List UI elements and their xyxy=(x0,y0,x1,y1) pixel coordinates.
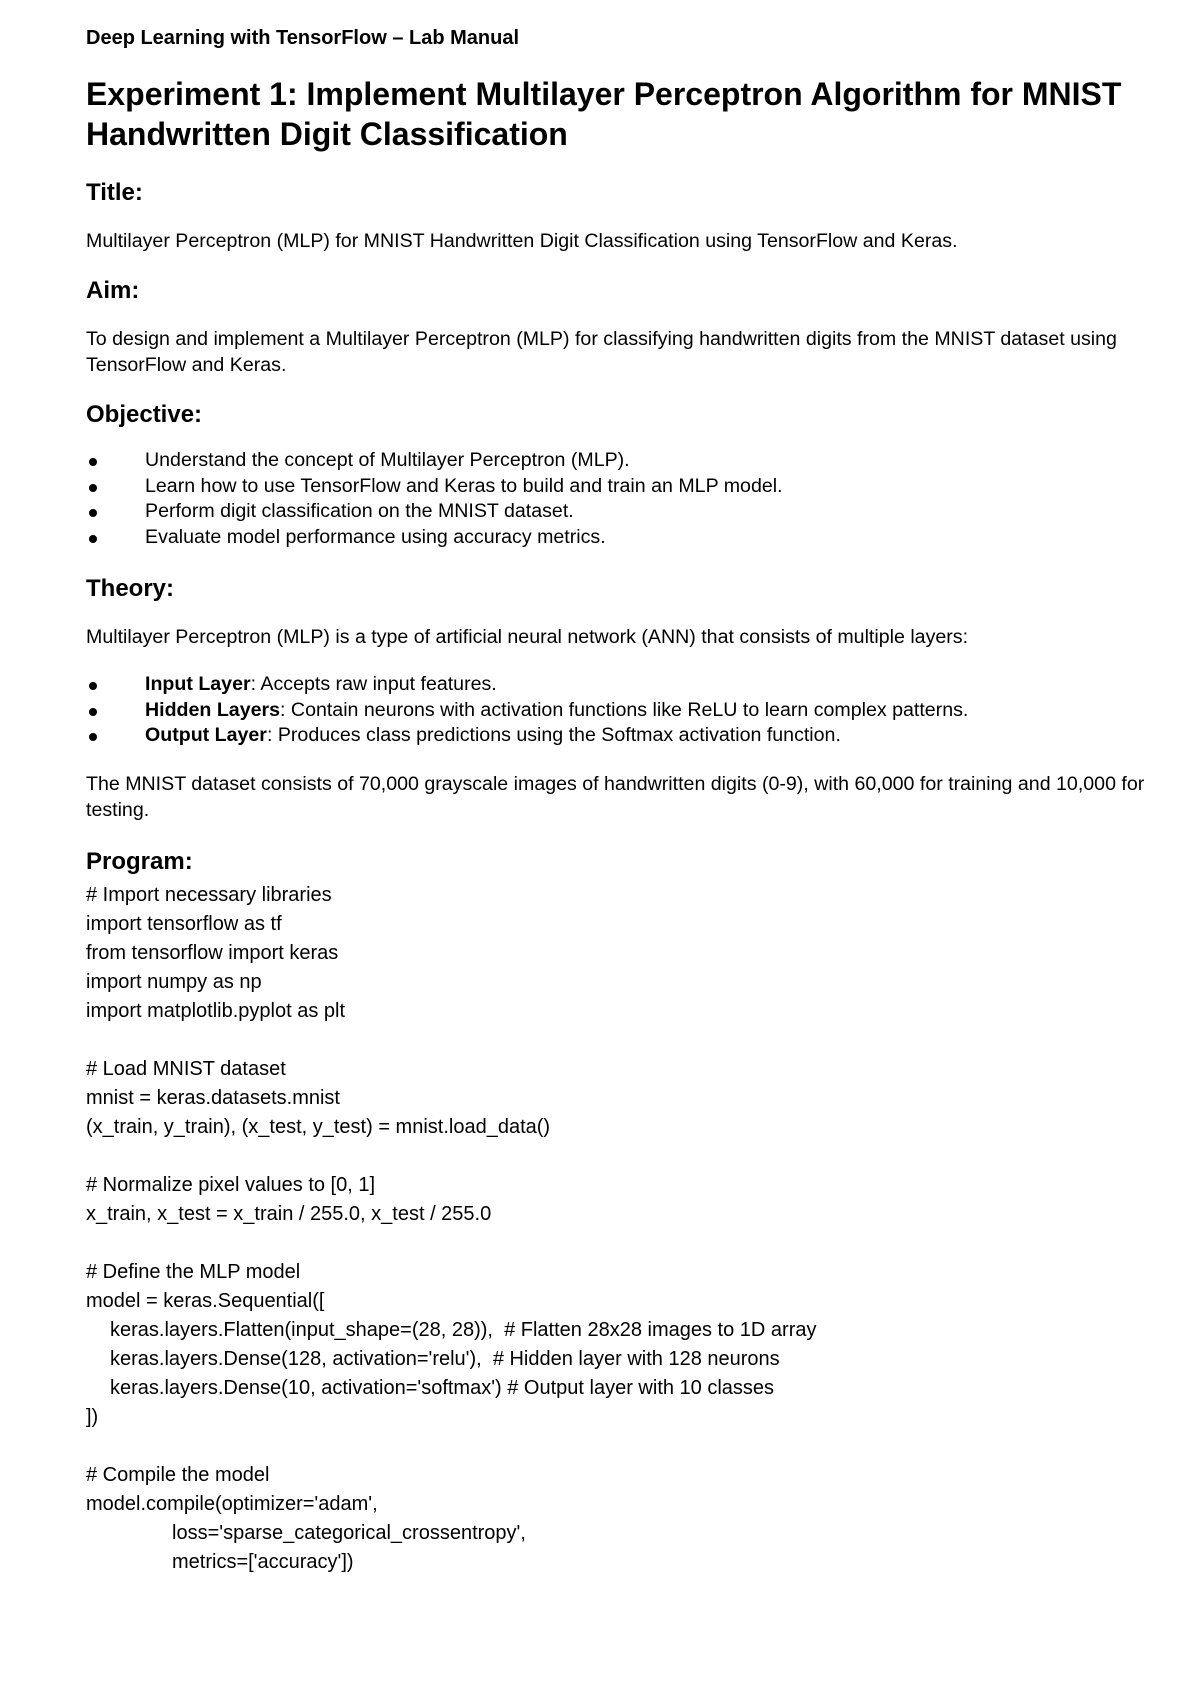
layer-desc: : Produces class predictions using the Softmax activation function. xyxy=(266,724,841,746)
layer-desc: : Accepts raw input features. xyxy=(250,673,497,695)
objective-item-text: Learn how to use TensorFlow and Keras to build and train an MLP model. xyxy=(145,474,783,497)
bullet-icon xyxy=(89,682,97,690)
aim-heading: Aim: xyxy=(86,277,140,304)
code-line: keras.layers.Dense(128, activation='relu'), # Hidden layer with 128 neurons xyxy=(110,1347,780,1370)
code-blank-line xyxy=(86,1026,1196,1055)
objective-list xyxy=(86,448,1196,550)
code-line: import matplotlib.pyplot as plt xyxy=(86,999,346,1022)
theory-heading: Theory: xyxy=(86,575,175,602)
list-item xyxy=(86,499,1196,525)
layer-desc: : Contain neurons with activation functions like ReLU to learn complex patterns. xyxy=(280,698,969,721)
layer-list xyxy=(86,672,1196,749)
theory-intro: Multilayer Perceptron (MLP) is a type of artificial neural network (ANN) that consists of multiple layers: xyxy=(86,626,969,648)
code-blank-line xyxy=(86,1142,1196,1171)
code-line: # Define the MLP model xyxy=(86,1260,301,1283)
code-line: keras.layers.Dense(10, activation='softmax') # Output layer with 10 classes xyxy=(110,1376,775,1399)
code-line: model.compile(optimizer='adam', xyxy=(86,1492,378,1515)
layer-term: Input Layer xyxy=(145,673,251,695)
bullet-icon xyxy=(89,708,97,716)
title-heading: Title: xyxy=(86,179,143,206)
bullet-icon xyxy=(89,535,97,543)
experiment-title: Experiment 1: Implement Multilayer Perceptron Algorithm for MNIST Handwritten Digit Classification xyxy=(86,76,1122,152)
objective-item-text: Perform digit classification on the MNIST dataset. xyxy=(145,500,574,522)
code-line: import numpy as np xyxy=(86,970,262,993)
code-blank-line xyxy=(86,1432,1196,1461)
code-line: metrics=['accuracy']) xyxy=(172,1550,354,1573)
aim-text: To design and implement a Multilayer Perceptron (MLP) for classifying handwritten digits from the MNIST dataset using TensorFlow and Keras. xyxy=(86,328,1117,376)
list-item xyxy=(86,525,1196,551)
list-item xyxy=(86,698,1196,724)
layer-term: Output Layer xyxy=(145,724,267,746)
code-line: (x_train, y_train), (x_test, y_test) = mnist.load_data() xyxy=(86,1115,551,1138)
code-line: mnist = keras.datasets.mnist xyxy=(86,1086,340,1109)
code-line: ]) xyxy=(86,1405,99,1428)
document-content xyxy=(86,24,1196,1577)
code-line: import tensorflow as tf xyxy=(86,912,282,935)
list-item xyxy=(86,723,1196,749)
objective-item-text: Understand the concept of Multilayer Perceptron (MLP). xyxy=(145,449,630,471)
code-line: # Normalize pixel values to [0, 1] xyxy=(86,1173,376,1196)
list-item xyxy=(86,672,1196,698)
objective-heading: Objective: xyxy=(86,401,203,428)
program-code xyxy=(86,881,1196,1577)
code-line: # Import necessary libraries xyxy=(86,883,332,906)
program-heading: Program: xyxy=(86,847,193,875)
layer-term: Hidden Layers xyxy=(145,698,281,721)
title-text: Multilayer Perceptron (MLP) for MNIST Handwritten Digit Classification using TensorFlow and Keras. xyxy=(86,230,958,252)
dataset-note: The MNIST dataset consists of 70,000 grayscale images of handwritten digits (0-9), with 60,000 for training and 10,000 for testing. xyxy=(86,772,1145,821)
code-blank-line xyxy=(86,1229,1196,1258)
code-line: model = keras.Sequential([ xyxy=(86,1289,325,1312)
code-line: # Compile the model xyxy=(86,1463,270,1486)
code-line: x_train, x_test = x_train / 255.0, x_test / 255.0 xyxy=(86,1202,492,1225)
code-line: # Load MNIST dataset xyxy=(86,1057,286,1080)
bullet-icon xyxy=(89,458,97,466)
objective-item-text: Evaluate model performance using accuracy metrics. xyxy=(145,525,606,548)
list-item xyxy=(86,448,1196,474)
bullet-icon xyxy=(89,484,97,492)
code-line: keras.layers.Flatten(input_shape=(28, 28)), # Flatten 28x28 images to 1D array xyxy=(110,1318,817,1341)
list-item xyxy=(86,474,1196,500)
bullet-icon xyxy=(89,509,97,517)
code-line: loss='sparse_categorical_crossentropy', xyxy=(172,1521,526,1544)
running-header: Deep Learning with TensorFlow – Lab Manual xyxy=(86,27,520,49)
bullet-icon xyxy=(89,733,97,741)
code-line: from tensorflow import keras xyxy=(86,941,339,964)
